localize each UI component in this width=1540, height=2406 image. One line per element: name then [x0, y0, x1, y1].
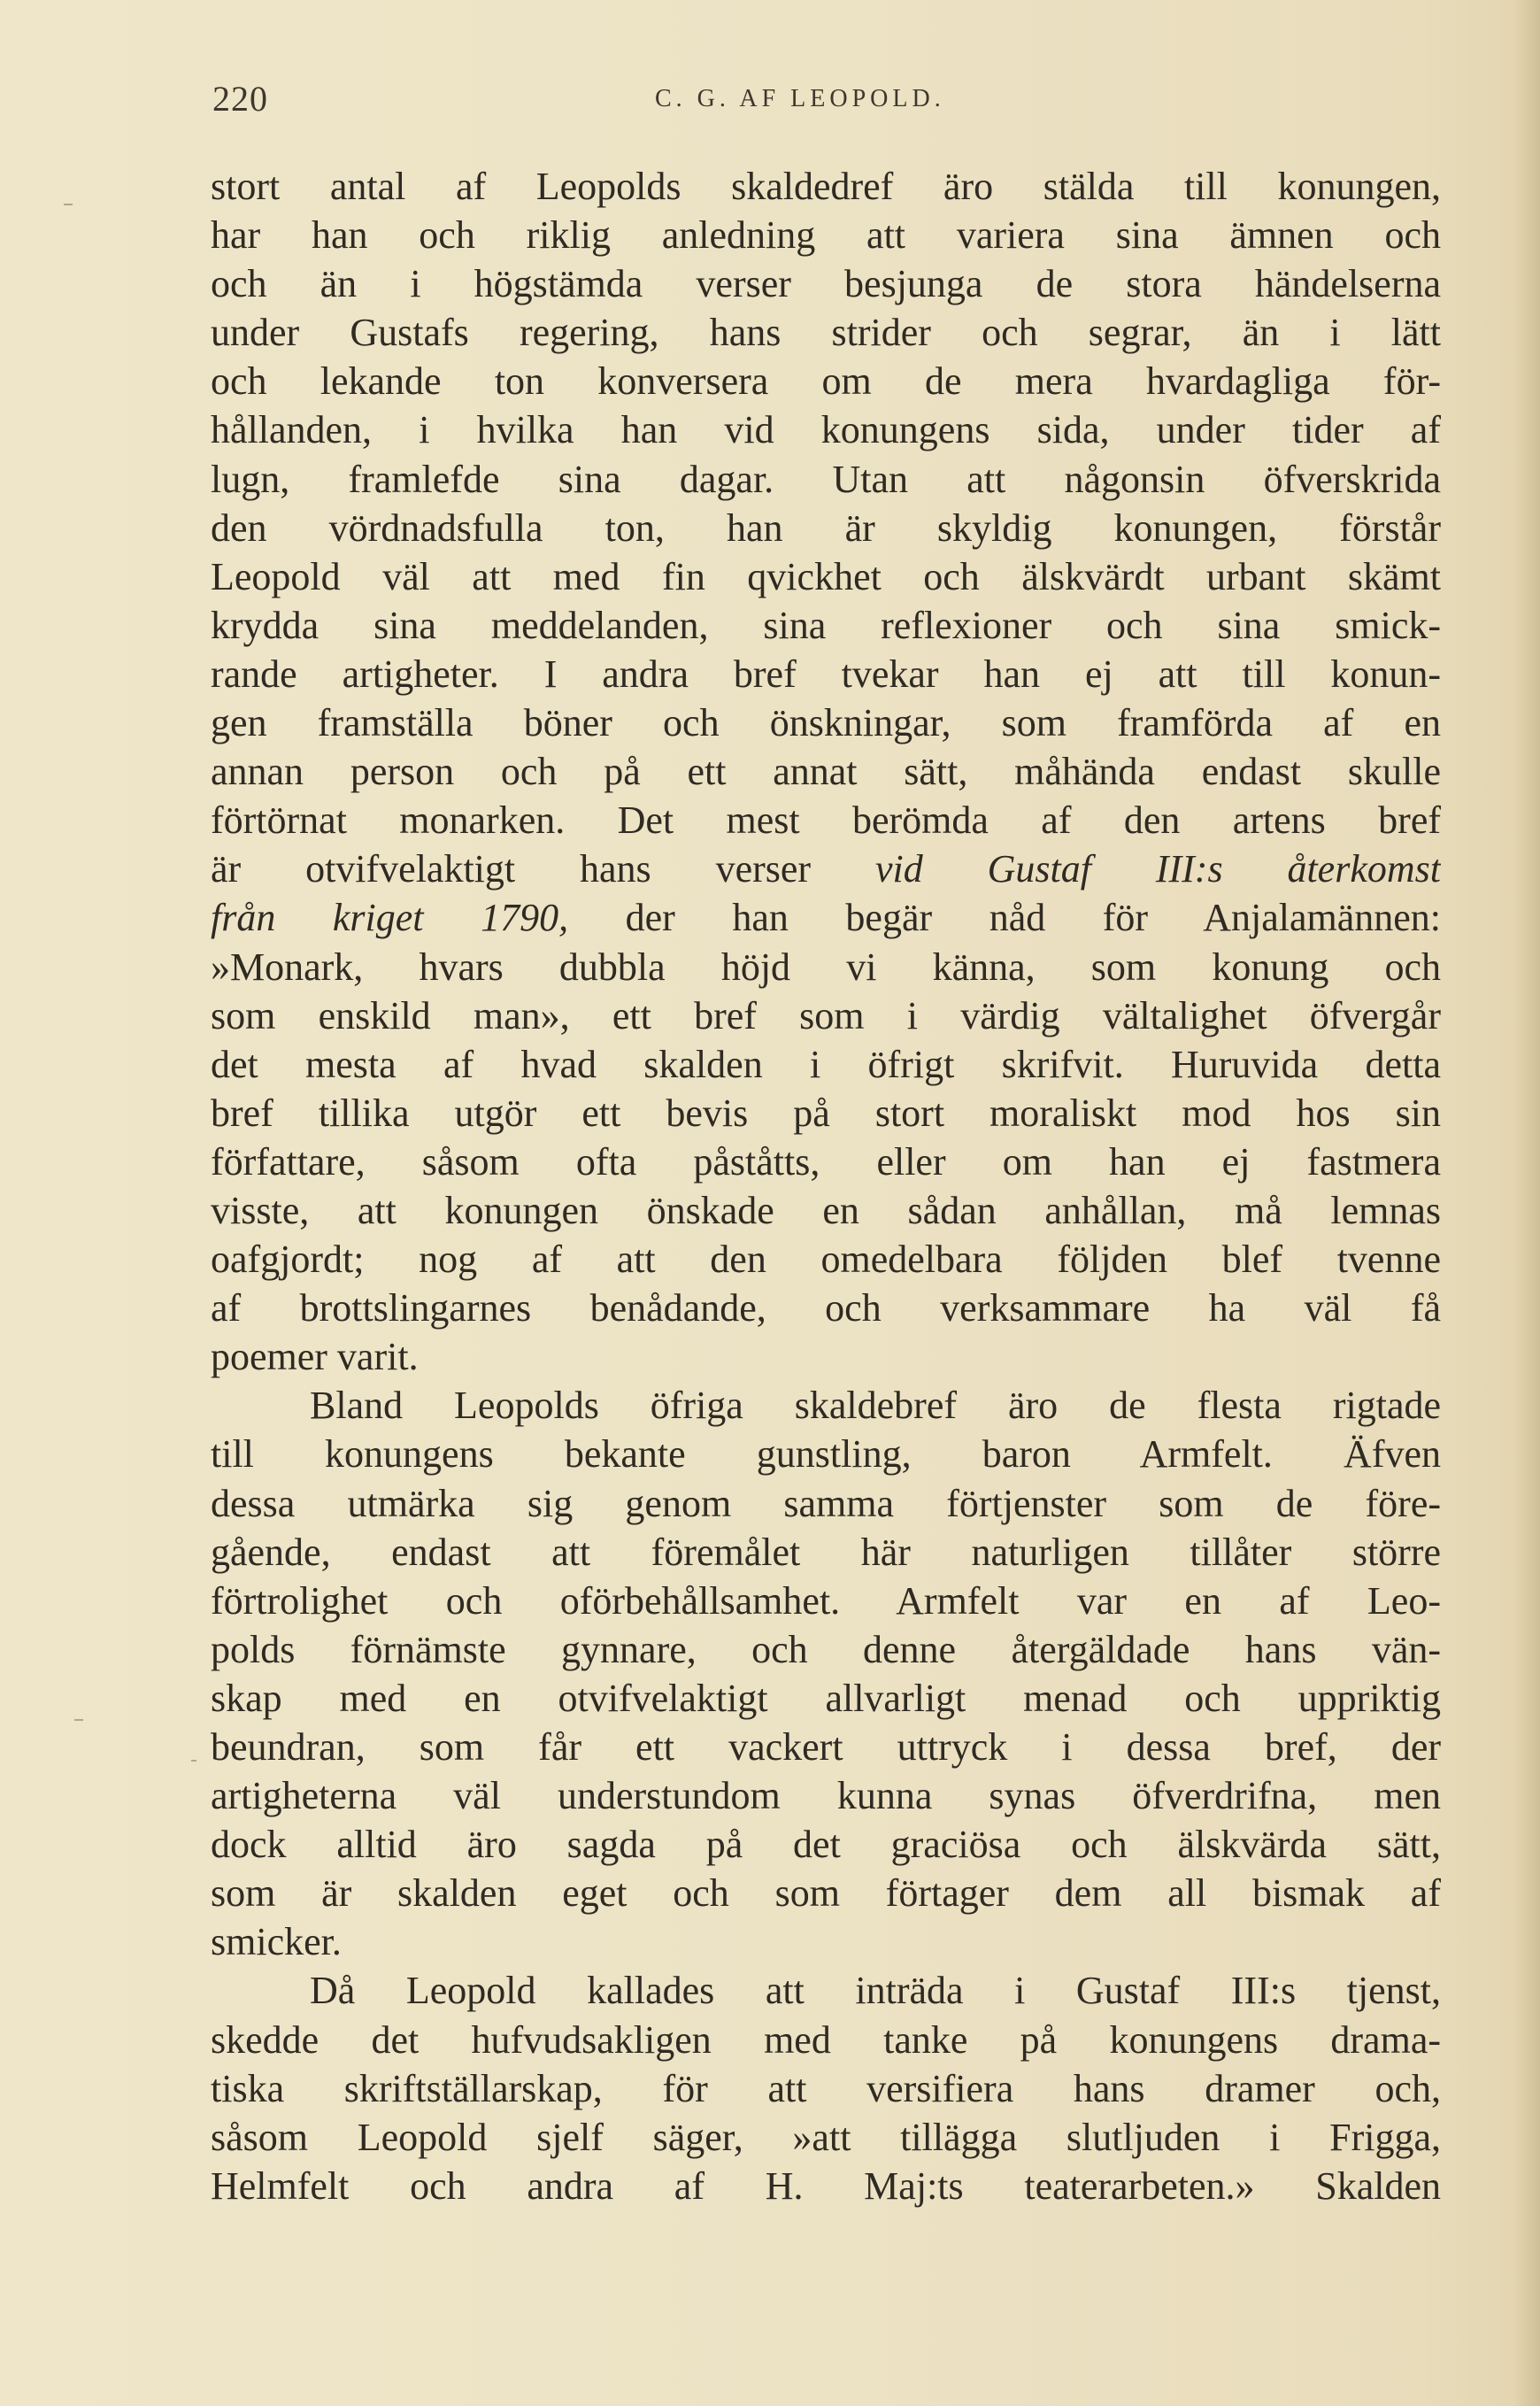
- text-line: rande artigheter. I andra bref tvekar han ej att till konun-: [211, 652, 1441, 696]
- text-line: krydda sina meddelanden, sina reflexioner och sina smick-: [211, 603, 1441, 647]
- text-line: som enskild man», ett bref som i värdig vältalighet öfvergår: [211, 993, 1441, 1037]
- text-line: Bland Leopolds öfriga skaldebref äro de flesta rigtade: [310, 1384, 1441, 1428]
- text-line: Helmfelt och andra af H. Maj:ts teaterarbeten.» Skalden: [211, 2163, 1441, 2208]
- text-line: polds förnämste gynnare, och denne återgäldade hans vän-: [211, 1627, 1441, 1671]
- text-line: gående, endast att föremålet här naturligen tillåter större: [211, 1530, 1441, 1574]
- text-line: den vördnadsfulla ton, han är skyldig konungen, förstår: [211, 505, 1441, 550]
- body-text: [211, 162, 1441, 2210]
- running-title: C. G. AF LEOPOLD.: [655, 85, 945, 112]
- text-line: visste, att konungen önskade en sådan anhållan, må lemnas: [211, 1188, 1441, 1232]
- page-number: 220: [212, 79, 268, 119]
- text-line: från kriget 1790, der han begär nåd för Anjalamännen:: [211, 896, 1441, 940]
- text-line: hållanden, i hvilka han vid konungens sida, under tider af: [211, 408, 1441, 452]
- text-line: skedde det hufvudsakligen med tanke på konungens drama-: [211, 2017, 1441, 2062]
- text-line: dock alltid äro sagda på det graciösa och älskvärda sätt,: [211, 1823, 1441, 1867]
- text-line: författare, såsom ofta påståtts, eller om han ej fastmera: [211, 1139, 1441, 1184]
- text-line: poemer varit.: [211, 1335, 419, 1379]
- text-line: artigheterna väl understundom kunna synas öfverdrifna, men: [211, 1774, 1441, 1818]
- text-line: Leopold väl att med fin qvickhet och älskvärdt urbant skämt: [211, 554, 1441, 598]
- text-line: skap med en otvifvelaktigt allvarligt menad och uppriktig: [211, 1676, 1441, 1720]
- text-line: af brottslingarnes benådande, och verksammare ha väl få: [211, 1286, 1441, 1330]
- text-line: såsom Leopold sjelf säger, »att tillägga slutljuden i Frigga,: [211, 2115, 1441, 2159]
- text-line: oafgjordt; nog af att den omedelbara följden blef tvenne: [211, 1238, 1441, 1282]
- margin-speck: [74, 1719, 83, 1721]
- text-line: är otvifvelaktigt hans verser vid Gustaf III:s återkomst: [211, 847, 1441, 891]
- text-line: smicker.: [211, 1920, 342, 1964]
- text-line: som är skalden eget och som förtager dem all bismak af: [211, 1871, 1441, 1916]
- page-edge-shadow: [1513, 0, 1540, 2406]
- text-line: beundran, som får ett vackert uttryck i dessa bref, der: [211, 1725, 1441, 1769]
- text-line: tiska skriftställarskap, för att versifiera hans dramer och,: [211, 2066, 1441, 2110]
- text-line: till konungens bekante gunstling, baron Armfelt. Äfven: [211, 1432, 1441, 1477]
- text-line: dessa utmärka sig genom samma förtjenster som de före-: [211, 1481, 1441, 1525]
- text-line: förtrolighet och oförbehållsamhet. Armfelt var en af Leo-: [211, 1578, 1441, 1623]
- text-line: har han och riklig anledning att variera sina ämnen och: [211, 213, 1441, 258]
- text-line: stort antal af Leopolds skaldedref äro stälda till konungen,: [211, 165, 1441, 208]
- running-head: [212, 71, 1451, 124]
- italic-title: från kriget 1790,: [211, 896, 569, 940]
- italic-title: vid Gustaf III:s återkomst: [874, 847, 1441, 891]
- text-line: »Monark, hvars dubbla höjd vi känna, som konung och: [211, 945, 1441, 989]
- text-line: under Gustafs regering, hans strider och segrar, än i lätt: [211, 311, 1441, 355]
- text-line: det mesta af hvad skalden i öfrigt skrifvit. Huruvida detta: [211, 1042, 1441, 1086]
- text-line: lugn, framlefde sina dagar. Utan att någonsin öfverskrida: [211, 457, 1441, 501]
- text-line: förtörnat monarken. Det mest berömda af den artens bref: [211, 798, 1441, 843]
- text-line: och än i högstämda verser besjunga de stora händelserna: [211, 262, 1441, 306]
- text-line: gen framställa böner och önskningar, som framförda af en: [211, 701, 1441, 745]
- margin-speck: [64, 204, 73, 205]
- text-line: Då Leopold kallades att inträda i Gustaf III:s tjenst,: [310, 1969, 1441, 2013]
- text-line: bref tillika utgör ett bevis på stort moraliskt mod hos sin: [211, 1091, 1441, 1135]
- text-line: och lekande ton konversera om de mera hvardagliga för-: [211, 359, 1441, 404]
- text-line: annan person och på ett annat sätt, måhända endast skulle: [211, 750, 1441, 794]
- margin-speck: [191, 1760, 196, 1762]
